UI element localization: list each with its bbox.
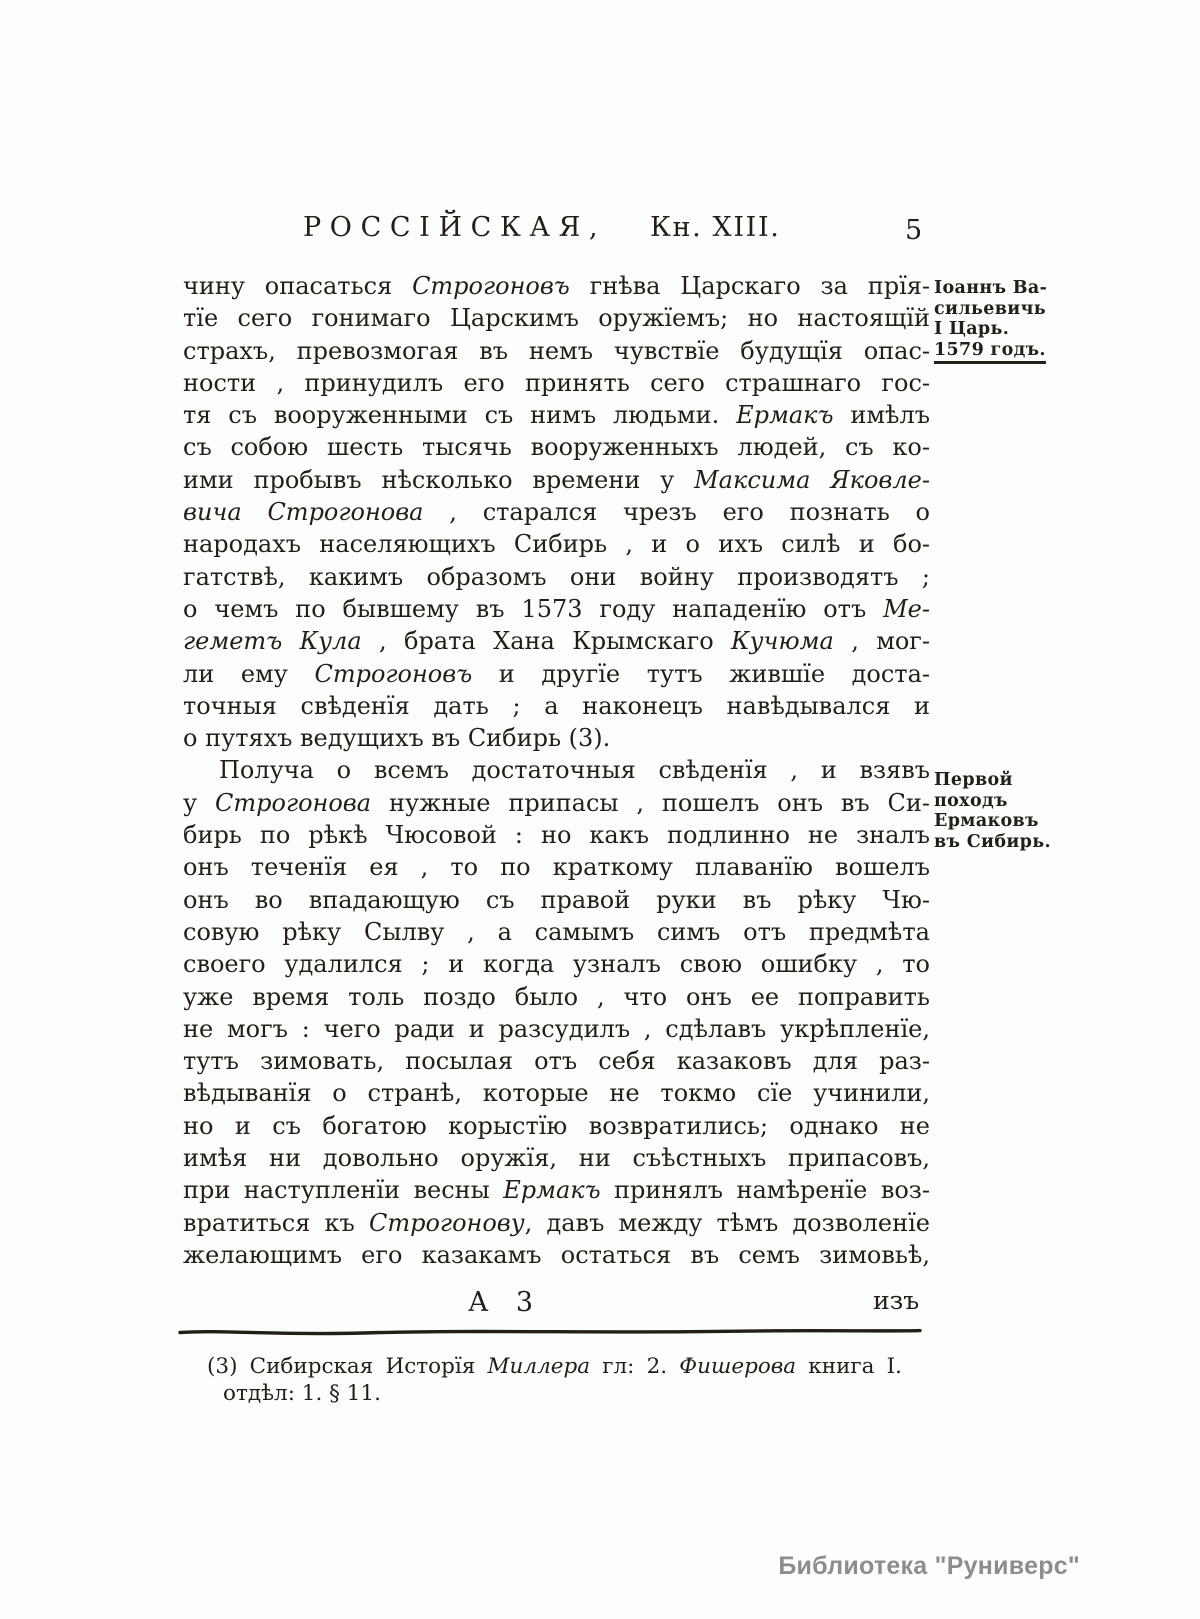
text-line: при наступленїи весны Ермакъ принялъ намѣренїе воз- xyxy=(183,1176,930,1205)
text-line: отдѣл: 1. § 11. xyxy=(223,1380,381,1406)
text-line: о путяхъ ведущихъ въ Сибирь (3). xyxy=(183,724,611,753)
text-line: страхъ, превозмогая въ немъ чувствїе будущїя опас- xyxy=(183,336,930,365)
text-line: тїе сего гонимаго Царскимъ оружїемъ; но настоящїй xyxy=(183,304,930,333)
text-line: онъ во впадающую съ правой руки въ рѣку Чю- xyxy=(183,885,930,914)
text-line: имѣя ни довольно оружїя, ни съѣстныхъ припасовъ, xyxy=(183,1144,930,1173)
text-line: тя съ вооруженными съ нимъ людьми. Ермакъ имѣлъ xyxy=(183,401,930,430)
text-line: тутъ зимовать, посылая отъ себя казаковъ для раз- xyxy=(183,1047,930,1076)
text-line: ли ему Строгоновъ и другїе тутъ жившїе доста- xyxy=(183,659,930,688)
text-line: у Строгонова нужные припасы , пошелъ онъ въ Си- xyxy=(183,788,931,817)
margin-note-line: I Царь. xyxy=(934,319,1010,339)
text-line: Получа о всемъ достаточныя свѣденїя , и взявъ xyxy=(219,756,930,785)
body-text xyxy=(183,270,930,1271)
page-number: 5 xyxy=(905,215,923,246)
margin-note-line: Ермаковъ xyxy=(934,811,1039,831)
text-line: бирь по рѣкѣ Чюсовой : но какъ подлинно не зналъ xyxy=(183,821,930,850)
text-line: желающимъ его казакамъ остаться въ семъ зимовьѣ, xyxy=(183,1240,930,1269)
text-line: ности , принудилъ его принять сего страшнаго гос- xyxy=(183,368,930,397)
signature-mark: А 3 xyxy=(468,1287,543,1318)
library-watermark: Библиотека "Руниверс" xyxy=(778,1552,1080,1580)
margin-note-line: 1579 годъ. xyxy=(934,340,1084,365)
text-line: ими пробывъ нѣсколько времени у Максима Яковле- xyxy=(183,465,930,494)
text-line: вратиться къ Строгонову, давъ между тѣмъ дозволенїе xyxy=(183,1208,930,1237)
catchword: изъ xyxy=(873,1286,920,1315)
text-line: точныя свѣденїя дать ; а наконецъ навѣдывался и xyxy=(183,691,930,720)
text-line: геметъ Кула , брата Хана Крымскаго Кучюма , мог- xyxy=(183,627,930,656)
running-title: РОССІЙСКАЯ, xyxy=(303,212,607,243)
text-line: вѣдыванїя о странѣ, которые не токмо сїе учинили, xyxy=(183,1079,930,1108)
text-line: чину опасаться Строгоновъ гнѣва Царскаго за прїя- xyxy=(183,272,931,300)
book-number: Кн. XIII. xyxy=(650,212,781,243)
text-line: не могъ : чего ради и разсудилъ , сдѣлавъ укрѣпленїе, xyxy=(183,1014,930,1043)
margin-note-line: Первой xyxy=(934,770,1013,790)
margin-note-line: сильевичь xyxy=(934,298,1046,319)
text-line: (3) Сибирская Исторїя Миллера гл: 2. Фишерова книга I. xyxy=(207,1354,902,1379)
text-line: уже время толь поздо было , что онъ ее поправить xyxy=(183,982,930,1011)
text-line: своего удалился ; и когда узналъ свою ошибку , то xyxy=(183,950,930,979)
margin-note-tsar xyxy=(934,278,1084,364)
text-line: о чемъ по бывшему въ 1573 году нападенїю отъ Ме- xyxy=(183,594,930,623)
text-line: совую рѣку Сылву , а самымъ симъ отъ предмѣта xyxy=(183,917,930,946)
footnote xyxy=(207,1354,902,1407)
footnote-rule xyxy=(178,1326,922,1338)
text-line: вича Строгонова , старался чрезъ его познать о xyxy=(183,498,930,527)
margin-note-line: походъ xyxy=(934,790,1008,811)
margin-note-campaign xyxy=(934,770,1084,852)
text-line: народахъ населяющихъ Сибирь , и о ихъ силѣ и бо- xyxy=(183,530,930,559)
text-line: съ собою шесть тысячь вооруженныхъ людей, съ ко- xyxy=(183,433,930,462)
margin-note-line: въ Сибирь. xyxy=(934,831,1051,852)
text-line: но и съ богатою корыстїю возвратились; однако не xyxy=(183,1111,930,1140)
text-line: онъ теченїя ея , то по краткому плаванїю вошелъ xyxy=(183,853,930,882)
text-line: гатствѣ, какимъ образомъ они войну производятъ ; xyxy=(183,562,930,591)
margin-note-line: Іоаннъ Ва- xyxy=(934,278,1048,298)
